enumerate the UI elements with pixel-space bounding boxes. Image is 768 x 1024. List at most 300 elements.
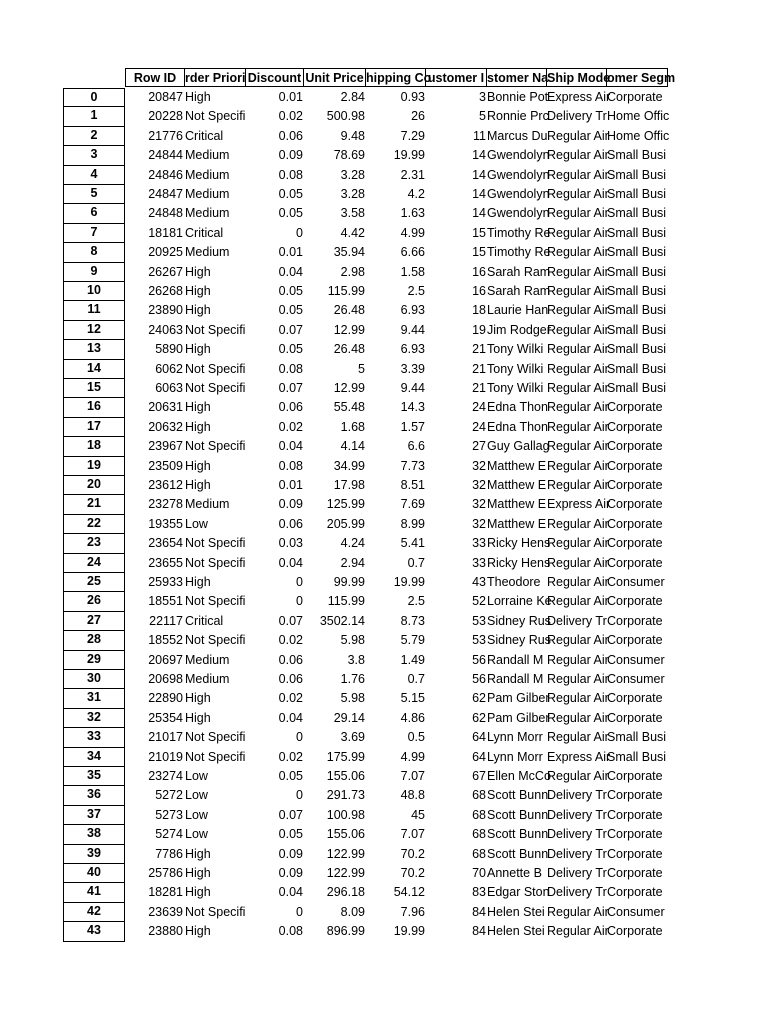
cell-discount[interactable]: 0 [296, 730, 303, 745]
cell-unit-price[interactable]: 155.06 [326, 769, 365, 783]
cell-order-priority[interactable]: Not Specifi [185, 555, 246, 570]
cell-shipping-cost[interactable]: 1.57 [400, 419, 425, 434]
cell-customer-id[interactable]: 43 [472, 575, 486, 589]
cell-ship-mode[interactable]: Regular Air [547, 342, 609, 357]
cell-shipping-cost[interactable]: 7.07 [400, 827, 425, 842]
cell-customer-id[interactable]: 83 [472, 885, 486, 900]
row-index[interactable]: 9 [63, 263, 125, 282]
cell-row-id[interactable]: 24847 [148, 187, 183, 201]
cell-shipping-cost[interactable]: 5.79 [400, 633, 425, 648]
header-row-id[interactable]: Row ID [125, 68, 185, 87]
cell-discount[interactable]: 0.08 [278, 458, 303, 473]
cell-segment[interactable]: Small Busi [607, 381, 667, 395]
cell-unit-price[interactable]: 125.99 [326, 497, 365, 512]
cell-ship-mode[interactable]: Regular Air [547, 303, 609, 318]
row-index[interactable]: 42 [63, 903, 125, 922]
cell-unit-price[interactable]: 5 [358, 361, 365, 376]
cell-segment[interactable]: Corporate [607, 594, 663, 609]
cell-shipping-cost[interactable]: 54.12 [393, 885, 425, 900]
cell-customer-id[interactable]: 21 [472, 342, 486, 357]
cell-customer-name[interactable]: Gwendolyn [487, 187, 550, 201]
cell-unit-price[interactable]: 12.99 [333, 381, 365, 395]
cell-unit-price[interactable]: 2.94 [340, 555, 365, 570]
cell-discount[interactable]: 0.08 [278, 361, 303, 376]
cell-segment[interactable]: Corporate [607, 710, 663, 725]
cell-row-id[interactable]: 23509 [148, 458, 183, 473]
cell-ship-mode[interactable]: Regular Air [547, 672, 609, 686]
cell-customer-name[interactable]: Marcus Du [487, 128, 548, 143]
row-index[interactable]: 26 [63, 592, 125, 611]
cell-customer-name[interactable]: Lynn Morr [487, 749, 543, 764]
cell-discount[interactable]: 0.05 [278, 342, 303, 357]
row-index[interactable]: 12 [63, 321, 125, 340]
cell-row-id[interactable]: 18551 [148, 594, 183, 609]
cell-order-priority[interactable]: Not Specifi [185, 904, 246, 919]
cell-order-priority[interactable]: Medium [185, 652, 230, 667]
cell-unit-price[interactable]: 3.8 [347, 652, 365, 667]
cell-shipping-cost[interactable]: 4.86 [400, 710, 425, 725]
cell-customer-name[interactable]: Theodore [487, 575, 541, 589]
cell-order-priority[interactable]: High [185, 90, 211, 104]
cell-customer-name[interactable]: Edna Thon [487, 400, 548, 415]
cell-row-id[interactable]: 20632 [148, 419, 183, 434]
cell-customer-id[interactable]: 68 [472, 827, 486, 842]
cell-discount[interactable]: 0.08 [278, 924, 303, 939]
header-unit-price[interactable]: Unit Price [304, 68, 366, 87]
cell-unit-price[interactable]: 17.98 [333, 478, 365, 492]
cell-segment[interactable]: Corporate [607, 807, 663, 822]
cell-customer-id[interactable]: 11 [473, 128, 486, 143]
row-index[interactable]: 0 [63, 88, 125, 107]
cell-order-priority[interactable]: Critical [185, 128, 224, 143]
cell-shipping-cost[interactable]: 26 [411, 109, 425, 124]
cell-order-priority[interactable]: High [185, 284, 211, 298]
cell-segment[interactable]: Corporate [607, 846, 663, 861]
row-index[interactable]: 2 [63, 127, 125, 146]
cell-order-priority[interactable]: High [185, 419, 211, 434]
cell-customer-name[interactable]: Ricky Hens [487, 536, 551, 551]
row-index[interactable]: 6 [63, 204, 125, 223]
cell-segment[interactable]: Home Offic [607, 109, 670, 124]
cell-customer-id[interactable]: 3 [479, 90, 486, 104]
cell-customer-id[interactable]: 14 [472, 148, 486, 163]
cell-unit-price[interactable]: 3.28 [340, 167, 365, 182]
cell-customer-name[interactable]: Sidney Rus [487, 633, 551, 648]
cell-ship-mode[interactable]: Delivery Tr [547, 866, 607, 880]
cell-customer-name[interactable]: Matthew E [487, 478, 547, 492]
cell-customer-id[interactable]: 68 [472, 846, 486, 861]
row-index[interactable]: 36 [63, 786, 125, 805]
cell-segment[interactable]: Small Busi [607, 206, 667, 221]
cell-ship-mode[interactable]: Regular Air [547, 458, 609, 473]
cell-segment[interactable]: Corporate [607, 90, 663, 104]
row-index[interactable]: 32 [63, 709, 125, 728]
header-order-priority[interactable]: rder Priori [185, 68, 246, 87]
cell-order-priority[interactable]: Not Specifi [185, 439, 246, 454]
cell-row-id[interactable]: 18181 [148, 225, 183, 240]
header-customer-name[interactable]: stomer Na [487, 68, 547, 87]
cell-row-id[interactable]: 24846 [148, 167, 183, 182]
cell-unit-price[interactable]: 5.98 [340, 633, 365, 648]
cell-row-id[interactable]: 26267 [148, 264, 183, 279]
row-index[interactable]: 28 [63, 631, 125, 650]
cell-order-priority[interactable]: High [185, 400, 211, 415]
cell-segment[interactable]: Corporate [607, 555, 663, 570]
cell-customer-id[interactable]: 84 [472, 924, 486, 939]
cell-customer-id[interactable]: 18 [472, 303, 486, 318]
cell-ship-mode[interactable]: Delivery Tr [547, 109, 607, 124]
cell-shipping-cost[interactable]: 0.7 [407, 672, 425, 686]
cell-customer-name[interactable]: Lynn Morr [487, 730, 543, 745]
cell-customer-id[interactable]: 53 [472, 633, 486, 648]
cell-order-priority[interactable]: Critical [185, 613, 224, 628]
cell-shipping-cost[interactable]: 4.2 [407, 187, 425, 201]
cell-customer-id[interactable]: 24 [472, 400, 486, 415]
row-index[interactable]: 30 [63, 670, 125, 689]
row-index[interactable]: 43 [63, 922, 125, 941]
cell-customer-id[interactable]: 32 [472, 458, 486, 473]
cell-row-id[interactable]: 23274 [148, 769, 183, 783]
cell-customer-name[interactable]: Sidney Rus [487, 613, 551, 628]
cell-order-priority[interactable]: High [185, 575, 211, 589]
cell-ship-mode[interactable]: Regular Air [547, 769, 609, 783]
cell-discount[interactable]: 0.05 [278, 284, 303, 298]
cell-unit-price[interactable]: 5.98 [340, 691, 365, 706]
row-index[interactable]: 40 [63, 864, 125, 883]
row-index[interactable]: 1 [63, 107, 125, 126]
cell-customer-id[interactable]: 32 [472, 516, 486, 531]
cell-discount[interactable]: 0.05 [278, 827, 303, 842]
cell-row-id[interactable]: 23278 [148, 497, 183, 512]
cell-ship-mode[interactable]: Regular Air [547, 730, 609, 745]
cell-order-priority[interactable]: High [185, 691, 211, 706]
cell-discount[interactable]: 0.06 [278, 652, 303, 667]
cell-order-priority[interactable]: Not Specifi [185, 322, 246, 337]
cell-ship-mode[interactable]: Express Air [547, 90, 611, 104]
cell-discount[interactable]: 0.06 [278, 672, 303, 686]
cell-segment[interactable]: Corporate [607, 827, 663, 842]
cell-customer-name[interactable]: Helen Stei [487, 904, 545, 919]
cell-customer-name[interactable]: Edgar Ston [487, 885, 550, 900]
cell-shipping-cost[interactable]: 7.07 [400, 769, 425, 783]
cell-segment[interactable]: Home Offic [607, 128, 670, 143]
cell-unit-price[interactable]: 2.84 [340, 90, 365, 104]
cell-order-priority[interactable]: High [185, 478, 211, 492]
cell-segment[interactable]: Small Busi [607, 245, 667, 260]
cell-customer-id[interactable]: 5 [479, 109, 486, 124]
cell-shipping-cost[interactable]: 5.15 [400, 691, 425, 706]
cell-unit-price[interactable]: 35.94 [333, 245, 365, 260]
cell-shipping-cost[interactable]: 1.58 [400, 264, 425, 279]
cell-row-id[interactable]: 25786 [148, 866, 183, 880]
cell-ship-mode[interactable]: Regular Air [547, 148, 609, 163]
row-index[interactable]: 37 [63, 806, 125, 825]
cell-row-id[interactable]: 20925 [148, 245, 183, 260]
cell-customer-id[interactable]: 67 [472, 769, 486, 783]
cell-order-priority[interactable]: Medium [185, 148, 230, 163]
cell-ship-mode[interactable]: Delivery Tr [547, 827, 607, 842]
cell-customer-name[interactable]: Timothy Re [487, 245, 551, 260]
cell-shipping-cost[interactable]: 19.99 [393, 575, 425, 589]
header-customer-id[interactable]: ustomer I [426, 68, 487, 87]
row-index[interactable]: 29 [63, 651, 125, 670]
cell-customer-id[interactable]: 68 [472, 807, 486, 822]
cell-customer-name[interactable]: Matthew E [487, 458, 547, 473]
cell-customer-id[interactable]: 53 [472, 613, 486, 628]
row-index[interactable]: 20 [63, 476, 125, 495]
cell-ship-mode[interactable]: Regular Air [547, 187, 609, 201]
cell-unit-price[interactable]: 115.99 [327, 284, 365, 298]
cell-ship-mode[interactable]: Regular Air [547, 400, 609, 415]
header-ship-mode[interactable]: Ship Mode [547, 68, 607, 87]
cell-segment[interactable]: Corporate [607, 497, 663, 512]
cell-discount[interactable]: 0 [296, 594, 303, 609]
cell-ship-mode[interactable]: Regular Air [547, 264, 609, 279]
cell-unit-price[interactable]: 100.98 [326, 807, 365, 822]
cell-unit-price[interactable]: 34.99 [333, 458, 365, 473]
cell-order-priority[interactable]: High [185, 885, 211, 900]
cell-discount[interactable]: 0 [296, 225, 303, 240]
cell-row-id[interactable]: 21019 [148, 749, 183, 764]
row-index[interactable]: 8 [63, 243, 125, 262]
row-index[interactable]: 4 [63, 166, 125, 185]
cell-customer-id[interactable]: 33 [472, 536, 486, 551]
row-index[interactable]: 11 [63, 301, 125, 320]
cell-segment[interactable]: Small Busi [607, 303, 667, 318]
cell-customer-name[interactable]: Scott Bunn [487, 807, 549, 822]
cell-order-priority[interactable]: High [185, 303, 211, 318]
cell-shipping-cost[interactable]: 9.44 [400, 322, 425, 337]
cell-customer-id[interactable]: 62 [472, 691, 486, 706]
header-discount[interactable]: Discount [246, 68, 304, 87]
cell-ship-mode[interactable]: Regular Air [547, 516, 609, 531]
cell-customer-name[interactable]: Ronnie Prc [487, 109, 549, 124]
cell-discount[interactable]: 0.09 [278, 846, 303, 861]
cell-customer-id[interactable]: 56 [472, 652, 486, 667]
row-index[interactable]: 27 [63, 612, 125, 631]
cell-segment[interactable]: Small Busi [607, 148, 667, 163]
cell-discount[interactable]: 0.06 [278, 128, 303, 143]
cell-ship-mode[interactable]: Regular Air [547, 439, 609, 454]
cell-discount[interactable]: 0.03 [278, 536, 303, 551]
cell-discount[interactable]: 0.08 [278, 167, 303, 182]
cell-row-id[interactable]: 18281 [148, 885, 183, 900]
cell-order-priority[interactable]: Not Specifi [185, 749, 246, 764]
cell-customer-name[interactable]: Tony Wilki [487, 342, 544, 357]
cell-customer-name[interactable]: Sarah Ram [487, 284, 551, 298]
cell-ship-mode[interactable]: Regular Air [547, 536, 609, 551]
cell-segment[interactable]: Corporate [607, 866, 663, 880]
cell-row-id[interactable]: 6062 [155, 361, 183, 376]
cell-customer-name[interactable]: Matthew E [487, 516, 547, 531]
cell-order-priority[interactable]: High [185, 458, 211, 473]
cell-shipping-cost[interactable]: 14.3 [400, 400, 425, 415]
cell-discount[interactable]: 0.09 [278, 866, 303, 880]
cell-customer-name[interactable]: Ricky Hens [487, 555, 551, 570]
cell-shipping-cost[interactable]: 0.5 [407, 730, 425, 745]
cell-customer-name[interactable]: Pam Gilber [487, 691, 550, 706]
row-index[interactable]: 41 [63, 883, 125, 902]
cell-unit-price[interactable]: 122.99 [326, 846, 365, 861]
cell-order-priority[interactable]: Not Specifi [185, 361, 246, 376]
row-index[interactable]: 39 [63, 845, 125, 864]
cell-ship-mode[interactable]: Regular Air [547, 128, 609, 143]
cell-unit-price[interactable]: 4.42 [340, 225, 365, 240]
cell-order-priority[interactable]: Not Specifi [185, 109, 246, 124]
cell-order-priority[interactable]: High [185, 342, 211, 357]
cell-unit-price[interactable]: 55.48 [333, 400, 365, 415]
row-index[interactable]: 18 [63, 437, 125, 456]
cell-segment[interactable]: Corporate [607, 691, 663, 706]
cell-discount[interactable]: 0.04 [278, 555, 303, 570]
cell-unit-price[interactable]: 78.69 [333, 148, 365, 163]
cell-customer-name[interactable]: Tony Wilki [487, 381, 544, 395]
cell-discount[interactable]: 0.06 [278, 400, 303, 415]
cell-discount[interactable]: 0 [296, 575, 303, 589]
row-index[interactable]: 7 [63, 224, 125, 243]
cell-segment[interactable]: Small Busi [607, 749, 667, 764]
cell-shipping-cost[interactable]: 6.93 [400, 342, 425, 357]
cell-ship-mode[interactable]: Delivery Tr [547, 613, 607, 628]
cell-unit-price[interactable]: 26.48 [333, 303, 365, 318]
cell-shipping-cost[interactable]: 8.99 [400, 516, 425, 531]
cell-discount[interactable]: 0.06 [278, 516, 303, 531]
cell-ship-mode[interactable]: Regular Air [547, 924, 609, 939]
cell-segment[interactable]: Small Busi [607, 284, 667, 298]
cell-shipping-cost[interactable]: 4.99 [400, 225, 425, 240]
row-index[interactable]: 14 [63, 360, 125, 379]
cell-customer-name[interactable]: Guy Gallag [487, 439, 550, 454]
cell-discount[interactable]: 0.05 [278, 303, 303, 318]
cell-row-id[interactable]: 22117 [149, 613, 183, 628]
cell-ship-mode[interactable]: Express Air [547, 497, 611, 512]
cell-discount[interactable]: 0.02 [278, 419, 303, 434]
cell-shipping-cost[interactable]: 19.99 [393, 148, 425, 163]
cell-unit-price[interactable]: 122.99 [326, 866, 365, 880]
row-index[interactable]: 35 [63, 767, 125, 786]
cell-unit-price[interactable]: 1.68 [340, 419, 365, 434]
cell-row-id[interactable]: 23890 [148, 303, 183, 318]
cell-shipping-cost[interactable]: 45 [411, 807, 425, 822]
cell-order-priority[interactable]: Not Specifi [185, 633, 246, 648]
cell-row-id[interactable]: 23639 [148, 904, 183, 919]
cell-order-priority[interactable]: Medium [185, 187, 230, 201]
cell-customer-id[interactable]: 16 [472, 284, 486, 298]
cell-shipping-cost[interactable]: 5.41 [400, 536, 425, 551]
cell-ship-mode[interactable]: Regular Air [547, 594, 609, 609]
cell-shipping-cost[interactable]: 3.39 [400, 361, 425, 376]
cell-discount[interactable]: 0.07 [278, 322, 303, 337]
row-index[interactable]: 3 [63, 146, 125, 165]
cell-order-priority[interactable]: Medium [185, 672, 230, 686]
cell-customer-id[interactable]: 14 [472, 206, 486, 221]
row-index[interactable]: 23 [63, 534, 125, 553]
cell-segment[interactable]: Small Busi [607, 361, 667, 376]
row-index[interactable]: 38 [63, 825, 125, 844]
cell-customer-id[interactable]: 52 [472, 594, 486, 609]
cell-unit-price[interactable]: 3.58 [340, 206, 365, 221]
cell-ship-mode[interactable]: Regular Air [547, 206, 609, 221]
header-customer-segment[interactable]: omer Segm [607, 68, 668, 87]
cell-discount[interactable]: 0 [296, 904, 303, 919]
cell-ship-mode[interactable]: Express Air [547, 749, 611, 764]
cell-ship-mode[interactable]: Regular Air [547, 478, 609, 492]
cell-customer-name[interactable]: Annette B [487, 866, 542, 880]
cell-row-id[interactable]: 5273 [155, 807, 183, 822]
cell-unit-price[interactable]: 175.99 [326, 749, 365, 764]
cell-discount[interactable]: 0.04 [278, 710, 303, 725]
cell-discount[interactable]: 0.07 [278, 381, 303, 395]
cell-discount[interactable]: 0.01 [278, 478, 303, 492]
cell-segment[interactable]: Consumer [607, 904, 665, 919]
cell-unit-price[interactable]: 205.99 [326, 516, 365, 531]
cell-row-id[interactable]: 20697 [148, 652, 183, 667]
cell-ship-mode[interactable]: Regular Air [547, 245, 609, 260]
row-index[interactable]: 19 [63, 457, 125, 476]
cell-order-priority[interactable]: Low [185, 807, 208, 822]
cell-customer-name[interactable]: Jim Rodger [487, 322, 551, 337]
cell-shipping-cost[interactable]: 2.5 [407, 284, 425, 298]
cell-unit-price[interactable]: 155.06 [326, 827, 365, 842]
cell-segment[interactable]: Small Busi [607, 322, 667, 337]
cell-discount[interactable]: 0.02 [278, 749, 303, 764]
cell-unit-price[interactable]: 26.48 [333, 342, 365, 357]
row-index[interactable]: 17 [63, 418, 125, 437]
cell-customer-name[interactable]: Timothy Re [487, 225, 551, 240]
cell-ship-mode[interactable]: Delivery Tr [547, 807, 607, 822]
cell-unit-price[interactable]: 3.69 [340, 730, 365, 745]
cell-discount[interactable]: 0.09 [278, 497, 303, 512]
cell-row-id[interactable]: 6063 [155, 381, 183, 395]
cell-segment[interactable]: Small Busi [607, 187, 667, 201]
cell-order-priority[interactable]: Medium [185, 245, 230, 260]
row-index[interactable]: 25 [63, 573, 125, 592]
cell-discount[interactable]: 0.04 [278, 439, 303, 454]
cell-discount[interactable]: 0.01 [278, 245, 303, 260]
cell-segment[interactable]: Small Busi [607, 730, 667, 745]
cell-customer-id[interactable]: 68 [472, 788, 486, 803]
cell-segment[interactable]: Corporate [607, 788, 663, 803]
cell-shipping-cost[interactable]: 8.51 [400, 478, 425, 492]
row-index[interactable]: 31 [63, 689, 125, 708]
cell-shipping-cost[interactable]: 7.29 [400, 128, 425, 143]
row-index[interactable]: 21 [63, 495, 125, 514]
cell-unit-price[interactable]: 4.14 [340, 439, 365, 454]
cell-segment[interactable]: Small Busi [607, 225, 667, 240]
cell-row-id[interactable]: 21017 [148, 730, 183, 745]
row-index[interactable]: 10 [63, 282, 125, 301]
cell-ship-mode[interactable]: Delivery Tr [547, 788, 607, 803]
cell-order-priority[interactable]: High [185, 924, 211, 939]
cell-shipping-cost[interactable]: 6.6 [407, 439, 425, 454]
cell-segment[interactable]: Corporate [607, 633, 663, 648]
cell-unit-price[interactable]: 12.99 [333, 322, 365, 337]
cell-unit-price[interactable]: 9.48 [340, 128, 365, 143]
cell-shipping-cost[interactable]: 70.2 [400, 866, 425, 880]
cell-unit-price[interactable]: 8.09 [340, 904, 365, 919]
cell-segment[interactable]: Corporate [607, 924, 663, 939]
cell-discount[interactable]: 0.02 [278, 633, 303, 648]
cell-ship-mode[interactable]: Regular Air [547, 652, 609, 667]
cell-segment[interactable]: Corporate [607, 536, 663, 551]
cell-ship-mode[interactable]: Regular Air [547, 555, 609, 570]
cell-shipping-cost[interactable]: 0.93 [400, 90, 425, 104]
cell-customer-id[interactable]: 62 [472, 710, 486, 725]
cell-order-priority[interactable]: High [185, 846, 211, 861]
cell-ship-mode[interactable]: Regular Air [547, 322, 609, 337]
cell-shipping-cost[interactable]: 1.49 [400, 652, 425, 667]
cell-discount[interactable]: 0.07 [278, 613, 303, 628]
